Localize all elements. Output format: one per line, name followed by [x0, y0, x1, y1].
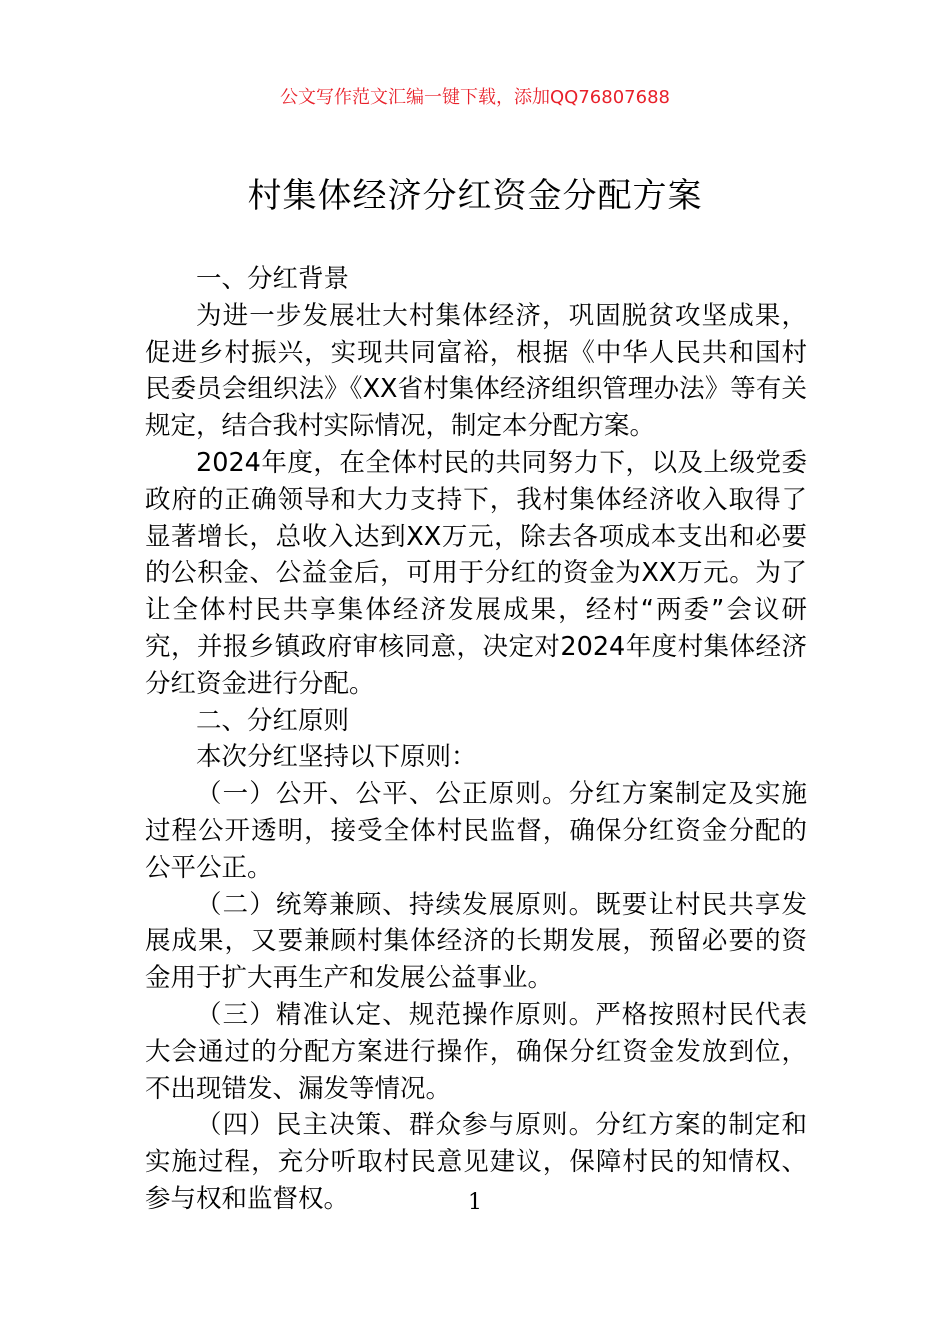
document-title: 村集体经济分红资金分配方案 — [247, 176, 703, 216]
document-body — [145, 261, 807, 1218]
paragraph: 为进一步发展壮大村集体经济，巩固脱贫攻坚成果，促进乡村振兴，实现共同富裕，根据《中华人民共和国村民委员会组织法》《XX省村集体经济组织管理办法》等有关规定，结合我村实际情况，制定本分配方案。 — [145, 300, 807, 442]
principle-item: （四）民主决策、群众参与原则。分红方案的制定和实施过程，充分听取村民意见建议，保障村民的知情权、参与权和监督权。 — [145, 1110, 807, 1214]
download-banner: 公文写作范文汇编一键下载，添加QQ76807688 — [280, 87, 670, 108]
section-heading-principles: 二、分红原则 — [196, 705, 350, 736]
paragraph: 本次分红坚持以下原则： — [196, 742, 477, 773]
principle-item: （一）公开、公平、公正原则。分红方案制定及实施过程公开透明，接受全体村民监督，确保分红资金分配的公平公正。 — [145, 779, 807, 883]
principle-item: （二）统筹兼顾、持续发展原则。既要让村民共享发展成果，又要兼顾村集体经济的长期发展，预留必要的资金用于扩大再生产和发展公益事业。 — [145, 889, 807, 994]
principle-item: （三）精准认定、规范操作原则。严格按照村民代表大会通过的分配方案进行操作，确保分红资金发放到位，不出现错发、漏发等情况。 — [145, 999, 807, 1104]
page-number: 1 — [468, 1190, 482, 1215]
paragraph: 2024年度，在全体村民的共同努力下，以及上级党委政府的正确领导和大力支持下，我村集体经济收入取得了显著增长，总收入达到XX万元，除去各项成本支出和必要的公积金、公益金后，可用于分红的资金为XX万元。为了让全体村民共享集体经济发展成果，经村“两委”会议研究，并报乡镇政府审核同意，决定对2024年度村集体经济分红资金进行分配。 — [145, 447, 807, 699]
section-heading-background: 一、分红背景 — [196, 264, 350, 294]
